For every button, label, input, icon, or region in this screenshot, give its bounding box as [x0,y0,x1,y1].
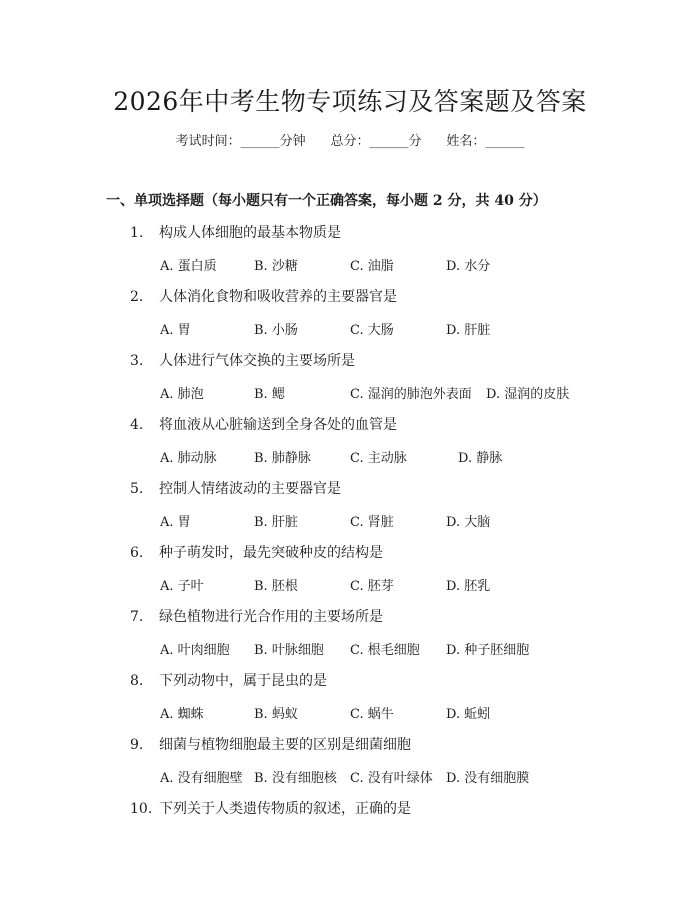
name-blank: ______ [485,134,525,149]
question-item [130,414,397,434]
question-number: 1. [130,225,144,241]
page-title: 2026年中考生物专项练习及答案题及答案 [113,87,587,116]
option-row [160,703,600,721]
question-text: 下列关于人类遗传物质的叙述，正确的是 [159,801,411,817]
answer-option: A. 肺泡 [160,387,204,402]
question-text: 人体进行气体交换的主要场所是 [159,353,355,369]
option-row [160,511,600,529]
answer-option: B. 肝脏 [254,515,298,530]
answer-option: B. 鳃 [254,387,285,402]
answer-option: D. 静脉 [458,451,503,466]
answer-option: B. 没有细胞核 [254,771,337,786]
answer-option: D. 大脑 [446,515,491,530]
answer-option: A. 蜘蛛 [160,707,204,722]
question-number: 4. [130,417,144,433]
question-number: 8. [130,673,144,689]
option-row [160,447,600,465]
time-blank: ______ [240,134,280,149]
answer-option: B. 小肠 [254,323,298,338]
answer-option: C. 大肠 [350,323,394,338]
answer-option: C. 肾脏 [350,515,394,530]
answer-option: C. 油脂 [350,259,394,274]
score-blank: ______ [369,134,409,149]
option-row [160,319,600,337]
answer-option: C. 没有叶绿体 [350,771,433,786]
question-item [130,222,341,242]
answer-option: D. 湿润的皮肤 [486,387,570,402]
question-number: 6. [130,545,144,561]
answer-option: C. 根毛细胞 [350,643,420,658]
question-number: 10. [130,801,153,817]
question-number: 7. [130,609,144,625]
exam-meta [0,130,700,149]
answer-option: B. 肺静脉 [254,451,311,466]
option-row [160,767,600,785]
question-text: 将血液从心脏输送到全身各处的血管是 [159,417,397,433]
question-item [130,734,411,754]
answer-option: D. 肝脏 [446,323,491,338]
question-item [130,670,327,690]
question-item [130,542,383,562]
answer-option: A. 没有细胞壁 [160,771,243,786]
time-label: 考试时间： [175,134,241,149]
question-text: 绿色植物进行光合作用的主要场所是 [159,609,383,625]
option-row [160,575,600,593]
question-item [130,606,383,626]
answer-option: B. 沙糖 [254,259,298,274]
answer-option: B. 胚根 [254,579,298,594]
question-item [130,350,355,370]
answer-option: A. 胃 [160,515,191,530]
question-item [130,798,411,818]
answer-option: C. 湿润的肺泡外表面 [350,387,472,402]
answer-option: A. 蛋白质 [160,259,217,274]
score-label: 总分： [330,134,370,149]
answer-option: C. 主动脉 [350,451,407,466]
answer-option: C. 蜗牛 [350,707,394,722]
answer-option: C. 胚芽 [350,579,394,594]
answer-option: D. 水分 [446,259,491,274]
answer-option: D. 没有细胞膜 [446,771,530,786]
answer-option: A. 胃 [160,323,191,338]
answer-option: A. 叶肉细胞 [160,643,230,658]
question-number: 9. [130,737,144,753]
time-unit: 分钟 [279,134,306,149]
question-text: 构成人体细胞的最基本物质是 [159,225,341,241]
score-unit: 分 [408,134,422,149]
question-text: 控制人情绪波动的主要器官是 [159,481,341,497]
section-heading: 一、单项选择题（每小题只有一个正确答案，每小题 2 分，共 40 分） [106,193,547,209]
answer-option: B. 叶脉细胞 [254,643,324,658]
question-number: 2. [130,289,144,305]
question-text: 种子萌发时，最先突破种皮的结构是 [159,545,383,561]
question-item [130,478,341,498]
question-item [130,286,397,306]
option-row [160,255,600,273]
question-text: 细菌与植物细胞最主要的区别是细菌细胞 [159,737,411,753]
answer-option: B. 蚂蚁 [254,707,298,722]
question-number: 3. [130,353,144,369]
answer-option: D. 蚯蚓 [446,707,491,722]
question-number: 5. [130,481,144,497]
question-text: 下列动物中，属于昆虫的是 [159,673,327,689]
option-row [160,383,600,401]
question-text: 人体消化食物和吸收营养的主要器官是 [159,289,397,305]
answer-option: D. 胚乳 [446,579,491,594]
answer-option: A. 肺动脉 [160,451,217,466]
name-label: 姓名： [446,134,486,149]
answer-option: A. 子叶 [160,579,204,594]
answer-option: D. 种子胚细胞 [446,643,530,658]
option-row [160,639,600,657]
